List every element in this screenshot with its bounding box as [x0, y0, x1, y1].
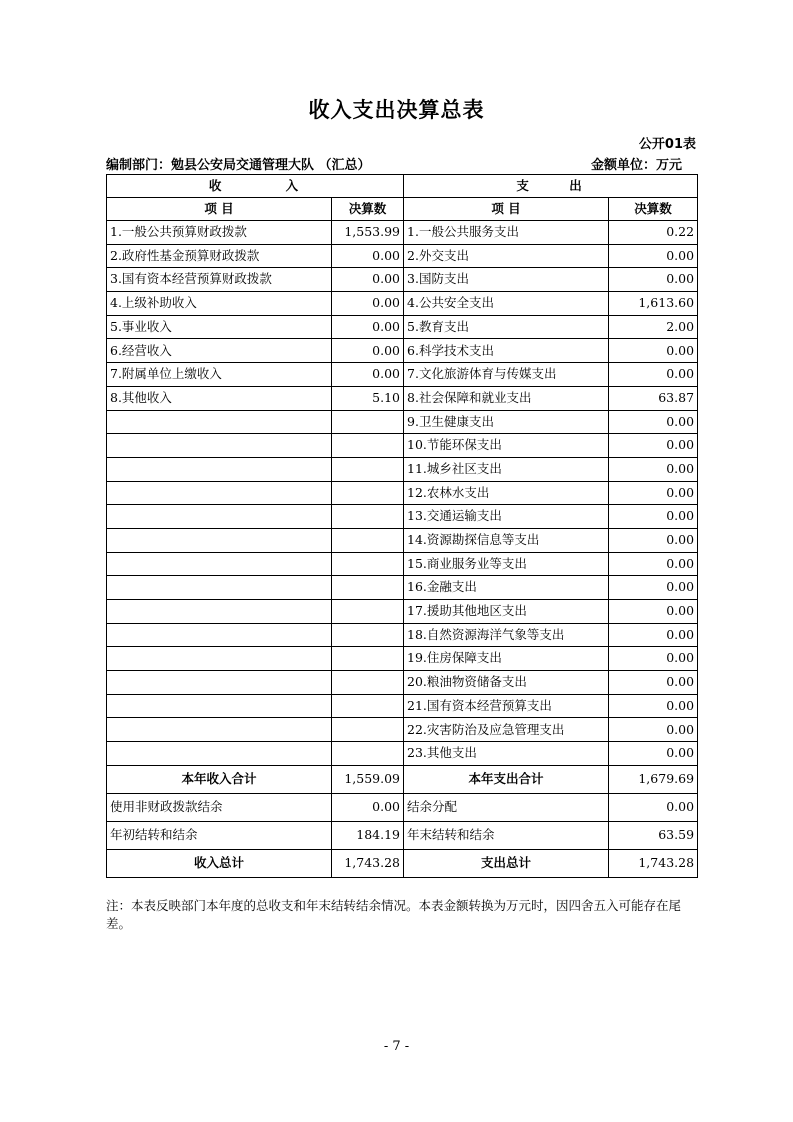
income-item-value	[332, 623, 404, 647]
begin-carryover-label: 年初结转和结余	[107, 821, 332, 849]
expense-amount-header: 决算数	[609, 198, 698, 221]
year-expense-total-label: 本年支出合计	[404, 765, 609, 793]
table-row	[107, 576, 698, 600]
income-grand-total-label: 收入总计	[107, 849, 332, 877]
expense-item-name: 18.自然资源海洋气象等支出	[404, 623, 609, 647]
page-number: - 7 -	[383, 1039, 410, 1054]
year-income-total-value: 1,559.09	[332, 765, 404, 793]
table-row	[107, 600, 698, 624]
expense-item-name: 4.公共安全支出	[404, 292, 609, 316]
expense-item-value: 0.00	[609, 718, 698, 742]
income-item-name	[107, 481, 332, 505]
expense-grand-total-label: 支出总计	[404, 849, 609, 877]
year-total-row	[107, 765, 698, 793]
table-row	[107, 528, 698, 552]
table-row	[107, 434, 698, 458]
expense-item-header: 项 目	[404, 198, 609, 221]
expense-item-value: 2.00	[609, 315, 698, 339]
expense-item-name: 12.农林水支出	[404, 481, 609, 505]
table-row	[107, 292, 698, 316]
income-item-value: 0.00	[332, 363, 404, 387]
end-carryover-label: 年末结转和结余	[404, 821, 609, 849]
income-item-name	[107, 671, 332, 695]
unit-label: 金额单位：万元	[590, 158, 682, 173]
income-item-value	[332, 694, 404, 718]
begin-carryover-value: 184.19	[332, 821, 404, 849]
expense-item-value: 0.22	[609, 221, 698, 245]
income-item-name	[107, 434, 332, 458]
income-item-name	[107, 718, 332, 742]
table-row	[107, 694, 698, 718]
department-label: 编制部门：勉县公安局交通管理大队 （汇总）	[106, 158, 371, 173]
income-item-name	[107, 528, 332, 552]
income-item-name	[107, 576, 332, 600]
income-item-name	[107, 457, 332, 481]
surplus-distribution-value: 0.00	[609, 793, 698, 821]
surplus-distribution-label: 结余分配	[404, 793, 609, 821]
table-row	[107, 552, 698, 576]
income-item-value: 0.00	[332, 292, 404, 316]
table-row	[107, 268, 698, 292]
expense-item-name: 21.国有资本经营预算支出	[404, 694, 609, 718]
expense-item-value: 0.00	[609, 363, 698, 387]
table-row	[107, 410, 698, 434]
expense-item-value: 0.00	[609, 434, 698, 458]
page-title: 收入支出决算总表	[308, 98, 485, 122]
income-item-name	[107, 505, 332, 529]
expense-item-name: 19.住房保障支出	[404, 647, 609, 671]
year-expense-total-value: 1,679.69	[609, 765, 698, 793]
income-item-value: 0.00	[332, 315, 404, 339]
expense-item-name: 20.粮油物资储备支出	[404, 671, 609, 695]
table-row	[107, 481, 698, 505]
income-item-value: 0.00	[332, 244, 404, 268]
table-row	[107, 623, 698, 647]
table-row	[107, 221, 698, 245]
income-item-name	[107, 694, 332, 718]
expense-item-name: 8.社会保障和就业支出	[404, 386, 609, 410]
expense-item-value: 0.00	[609, 244, 698, 268]
income-item-name: 3.国有资本经营预算财政拨款	[107, 268, 332, 292]
income-item-name: 7.附属单位上缴收入	[107, 363, 332, 387]
income-item-name	[107, 647, 332, 671]
expense-item-name: 10.节能环保支出	[404, 434, 609, 458]
expense-item-name: 14.资源勘探信息等支出	[404, 528, 609, 552]
expense-item-name: 7.文化旅游体育与传媒支出	[404, 363, 609, 387]
expense-item-value: 0.00	[609, 647, 698, 671]
income-item-value	[332, 576, 404, 600]
nonfiscal-surplus-value: 0.00	[332, 793, 404, 821]
income-item-value	[332, 742, 404, 766]
income-item-value: 0.00	[332, 268, 404, 292]
income-expense-table	[106, 174, 698, 878]
income-item-name: 2.政府性基金预算财政拨款	[107, 244, 332, 268]
expense-grand-total-value: 1,743.28	[609, 849, 698, 877]
end-carryover-value: 63.59	[609, 821, 698, 849]
expense-item-value: 0.00	[609, 339, 698, 363]
income-item-name	[107, 600, 332, 624]
income-item-value	[332, 410, 404, 434]
expense-item-value: 0.00	[609, 742, 698, 766]
footnote: 注：本表反映部门本年度的总收支和年末结转结余情况。本表金额转换为万元时，因四舍五入可能存在尾差。	[106, 898, 682, 931]
income-item-value	[332, 528, 404, 552]
income-item-value	[332, 434, 404, 458]
expense-item-name: 9.卫生健康支出	[404, 410, 609, 434]
expense-item-name: 17.援助其他地区支出	[404, 600, 609, 624]
table-row	[107, 718, 698, 742]
expense-item-value: 0.00	[609, 268, 698, 292]
income-amount-header: 决算数	[332, 198, 404, 221]
income-grand-total-value: 1,743.28	[332, 849, 404, 877]
expense-item-value: 0.00	[609, 410, 698, 434]
income-item-name	[107, 552, 332, 576]
income-item-value	[332, 505, 404, 529]
table-row	[107, 315, 698, 339]
income-item-value	[332, 671, 404, 695]
income-item-name	[107, 410, 332, 434]
income-item-name: 8.其他收入	[107, 386, 332, 410]
income-item-name: 6.经营收入	[107, 339, 332, 363]
expense-item-name: 5.教育支出	[404, 315, 609, 339]
table-row	[107, 505, 698, 529]
expense-item-value: 0.00	[609, 505, 698, 529]
expense-item-value: 0.00	[609, 552, 698, 576]
income-item-value	[332, 457, 404, 481]
section-header-row	[107, 175, 698, 198]
expense-section-header: 支 出	[404, 175, 698, 198]
expense-item-value: 0.00	[609, 694, 698, 718]
expense-item-name: 3.国防支出	[404, 268, 609, 292]
expense-item-name: 23.其他支出	[404, 742, 609, 766]
meta-line	[106, 154, 696, 172]
income-item-header: 项 目	[107, 198, 332, 221]
table-row	[107, 457, 698, 481]
nonfiscal-surplus-row	[107, 793, 698, 821]
table-row	[107, 386, 698, 410]
expense-item-name: 11.城乡社区支出	[404, 457, 609, 481]
year-income-total-label: 本年收入合计	[107, 765, 332, 793]
table-row	[107, 339, 698, 363]
expense-item-value: 0.00	[609, 623, 698, 647]
expense-item-value: 0.00	[609, 671, 698, 695]
table-row	[107, 671, 698, 695]
table-row	[107, 244, 698, 268]
income-item-value	[332, 552, 404, 576]
income-item-name: 1.一般公共预算财政拨款	[107, 221, 332, 245]
expense-item-name: 2.外交支出	[404, 244, 609, 268]
expense-item-name: 6.科学技术支出	[404, 339, 609, 363]
income-item-value	[332, 600, 404, 624]
table-row	[107, 647, 698, 671]
table-row	[107, 742, 698, 766]
income-item-name: 4.上级补助收入	[107, 292, 332, 316]
expense-item-value: 0.00	[609, 457, 698, 481]
column-header-row	[107, 198, 698, 221]
expense-item-value: 0.00	[609, 481, 698, 505]
expense-item-value: 0.00	[609, 528, 698, 552]
nonfiscal-surplus-label: 使用非财政拨款结余	[107, 793, 332, 821]
expense-item-value: 63.87	[609, 386, 698, 410]
expense-item-value: 1,613.60	[609, 292, 698, 316]
income-item-value	[332, 718, 404, 742]
income-item-value	[332, 647, 404, 671]
income-item-name	[107, 742, 332, 766]
table-row	[107, 363, 698, 387]
income-item-value: 5.10	[332, 386, 404, 410]
expense-item-name: 15.商业服务业等支出	[404, 552, 609, 576]
expense-item-value: 0.00	[609, 600, 698, 624]
income-section-header: 收 入	[107, 175, 404, 198]
income-item-name	[107, 623, 332, 647]
carryover-row	[107, 821, 698, 849]
table-code: 公开01表	[638, 137, 696, 152]
expense-item-name: 16.金融支出	[404, 576, 609, 600]
income-item-name: 5.事业收入	[107, 315, 332, 339]
expense-item-name: 22.灾害防治及应急管理支出	[404, 718, 609, 742]
income-item-value: 1,553.99	[332, 221, 404, 245]
expense-item-name: 13.交通运输支出	[404, 505, 609, 529]
expense-item-value: 0.00	[609, 576, 698, 600]
income-item-value	[332, 481, 404, 505]
expense-item-name: 1.一般公共服务支出	[404, 221, 609, 245]
income-item-value: 0.00	[332, 339, 404, 363]
grand-total-row	[107, 849, 698, 877]
